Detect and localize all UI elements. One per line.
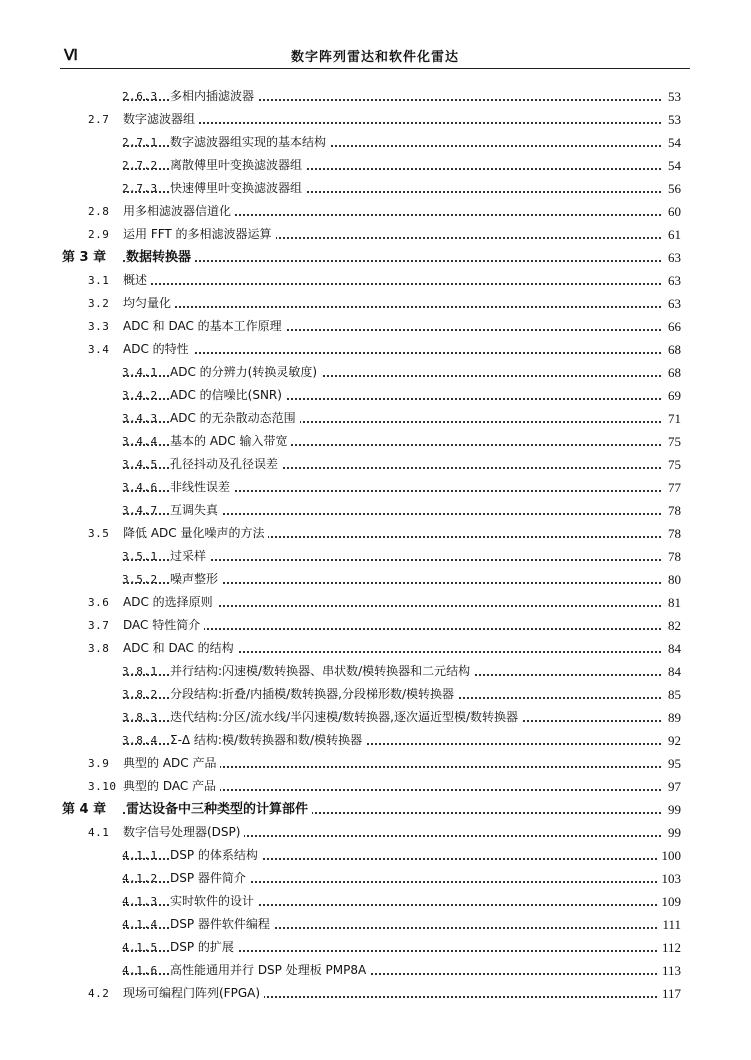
toc-entry-title: 雷达设备中三种类型的计算部件 [126,798,312,821]
toc-entry [0,936,751,959]
toc-entry-number: 2.9 [88,228,110,241]
toc-entry-number: 3.8 [88,642,110,655]
toc-entry [0,959,751,982]
toc-entry-title: 典型的 DAC 产品 [123,775,220,798]
toc-entry-title: 概述 [123,269,151,292]
toc-entry-page: 61 [664,223,681,246]
toc-entry [0,706,751,729]
toc-entry [0,614,751,637]
toc-entry-title: ADC 的信噪比(SNR) [170,384,286,407]
toc-entry-title: 均匀量化 [123,292,175,315]
toc-entry-number: 4.1.5 [122,941,158,954]
toc-entry-title: 噪声整形 [170,568,222,591]
toc-entry-title: DSP 器件软件编程 [170,913,274,936]
toc-entry-number: 3.9 [88,757,110,770]
toc-entry [0,131,751,154]
toc-entry [0,775,751,798]
toc-entry-page: 53 [664,108,681,131]
toc-entry-title: DSP 器件简介 [170,867,250,890]
toc-entry [0,591,751,614]
toc-entry-page: 63 [664,246,681,269]
toc-entry-number: 2.7.3 [122,182,158,195]
toc-entry-title: Σ-Δ 结构:模/数转换器和数/模转换器 [170,729,366,752]
toc-entry-number: 3.4.1 [122,366,158,379]
toc-entry-page: 78 [664,522,681,545]
toc-entry [0,522,751,545]
toc-entry-title: 数字滤波器组实现的基本结构 [170,131,330,154]
toc-entry-page: 109 [658,890,682,913]
toc-entry [0,223,751,246]
toc-entry [0,200,751,223]
toc-entry-page: 71 [664,407,681,430]
toc-entry [0,338,751,361]
toc-entry [0,568,751,591]
toc-entry-number: 3.1 [88,274,110,287]
toc-entry [0,729,751,752]
toc-entry-page: 100 [658,844,682,867]
toc-entry-number: 3.3 [88,320,110,333]
toc-entry-title: 分段结构:折叠/内插模/数转换器,分段梯形数/模转换器 [170,683,458,706]
toc-entry [0,637,751,660]
toc-entry-page: 63 [664,269,681,292]
toc-entry-page: 75 [664,430,681,453]
toc-entry-page: 66 [664,315,681,338]
toc-entry-number: 4.2 [88,987,110,1000]
toc-entry-number: 2.7 [88,113,110,126]
toc-entry-page: 117 [658,982,681,1005]
toc-entry [0,476,751,499]
toc-entry [0,499,751,522]
toc-entry-page: 53 [664,85,681,108]
toc-entry-title: DAC 特性简介 [123,614,204,637]
toc-entry [0,913,751,936]
toc-entry-page: 56 [664,177,681,200]
toc-entry-number: 4.1 [88,826,110,839]
toc-entry-number: 3.8.3 [122,711,158,724]
toc-entry-number: 3.5 [88,527,110,540]
toc-entry-title: ADC 的选择原则 [123,591,217,614]
toc-entry-page: 68 [664,338,681,361]
toc-entry [0,246,751,269]
toc-entry [0,177,751,200]
toc-entry [0,154,751,177]
toc-entry-number: 2.7.1 [122,136,158,149]
toc-entry-number: 2.7.2 [122,159,158,172]
dot-leader [123,283,661,285]
dot-leader [123,122,661,124]
book-title: 数字阵列雷达和软件化雷达 [290,50,459,65]
page-number: Ⅵ [64,48,78,64]
toc-entry [0,545,751,568]
toc-entry-page: 112 [658,936,681,959]
toc-entry-number: 4.1.3 [122,895,158,908]
toc-entry-number: 3.10 [88,780,117,793]
toc-entry-title: ADC 的无杂散动态范围 [170,407,300,430]
toc-entry [0,798,751,821]
toc-entry-number: 第 4 章 [62,802,107,817]
toc-entry-title: 降低 ADC 量化噪声的方法 [123,522,268,545]
toc-entry-number: 3.4.4 [122,435,158,448]
toc-entry-title: 迭代结构:分区/流水线/半闪速模/数转换器,逐次逼近型模/数转换器 [170,706,522,729]
toc-entry-title: 多相内插滤波器 [170,85,258,108]
toc-entry-page: 84 [664,637,681,660]
toc-entry [0,407,751,430]
toc-entry [0,844,751,867]
toc-entry [0,269,751,292]
running-header [60,38,690,69]
toc-entry-number: 3.5.2 [122,573,158,586]
toc-entry-page: 99 [664,798,681,821]
toc-entry [0,821,751,844]
toc-entry-page: 54 [664,131,681,154]
toc-entry [0,453,751,476]
toc-entry-page: 85 [664,683,681,706]
toc-entry-title: 孔径抖动及孔径误差 [170,453,282,476]
toc-entry-page: 63 [664,292,681,315]
toc-entry-title: 互调失真 [170,499,222,522]
toc-entry [0,292,751,315]
toc-entry-title: 数据转换器 [126,246,195,269]
toc-entry-number: 3.4.5 [122,458,158,471]
toc-entry [0,108,751,131]
toc-entry-page: 78 [664,499,681,522]
toc-entry-title: 基本的 ADC 输入带宽 [170,430,291,453]
toc-entry-page: 75 [664,453,681,476]
toc-entry-number: 4.1.4 [122,918,158,931]
toc-entry-number: 3.7 [88,619,110,632]
toc-entry-title: ADC 和 DAC 的基本工作原理 [123,315,286,338]
toc-entry-title: 数字信号处理器(DSP) [123,821,244,844]
toc-entry-page: 111 [658,913,681,936]
toc-entry-number: 3.5.1 [122,550,158,563]
toc-entry-title: 用多相滤波器信道化 [123,200,235,223]
toc-entry-page: 99 [664,821,681,844]
toc-entry [0,384,751,407]
toc-entry-page: 78 [664,545,681,568]
toc-entry-number: 4.1.1 [122,849,158,862]
toc-entry-title: 数字滤波器组 [123,108,199,131]
toc-entry [0,660,751,683]
toc-entry-number: 3.4.7 [122,504,158,517]
toc-entry-title: 运用 FFT 的多相滤波器运算 [123,223,276,246]
toc-entry [0,683,751,706]
toc-entry-number: 3.4.2 [122,389,158,402]
toc-entry-page: 60 [664,200,681,223]
toc-entry-page: 97 [664,775,681,798]
dot-leader [123,260,661,262]
toc-entry-number: 2.6.3 [122,90,158,103]
toc-entry-title: ADC 的特性 [123,338,193,361]
toc-entry-number: 3.4.6 [122,481,158,494]
toc-entry-page: 54 [664,154,681,177]
dot-leader [123,306,661,308]
table-of-contents [0,85,751,1005]
toc-entry-page: 68 [664,361,681,384]
toc-entry-number: 3.8.4 [122,734,158,747]
toc-entry-title: ADC 的分辨力(转换灵敏度) [170,361,321,384]
toc-entry-number: 2.8 [88,205,110,218]
toc-entry-number: 第 3 章 [62,250,107,265]
toc-entry [0,315,751,338]
toc-entry [0,867,751,890]
toc-entry [0,982,751,1005]
toc-entry-title: DSP 的体系结构 [170,844,262,867]
toc-entry-title: 离散傅里叶变换滤波器组 [170,154,306,177]
toc-entry-title: DSP 的扩展 [170,936,238,959]
toc-entry-title: 快速傅里叶变换滤波器组 [170,177,306,200]
toc-entry-page: 103 [658,867,682,890]
toc-entry-title: 现场可编程门阵列(FPGA) [123,982,264,1005]
toc-entry-title: 并行结构:闪速模/数转换器、串状数/模转换器和二元结构 [170,660,474,683]
toc-entry-number: 3.6 [88,596,110,609]
toc-entry-title: 典型的 ADC 产品 [123,752,220,775]
dot-leader [123,352,661,354]
toc-entry-title: 过采样 [170,545,210,568]
toc-entry-page: 89 [664,706,681,729]
toc-entry [0,430,751,453]
toc-entry-number: 3.8.2 [122,688,158,701]
toc-entry-page: 80 [664,568,681,591]
toc-entry-title: 非线性误差 [170,476,234,499]
toc-entry [0,85,751,108]
toc-entry-number: 3.8.1 [122,665,158,678]
toc-entry-page: 92 [664,729,681,752]
toc-entry-number: 3.4 [88,343,110,356]
toc-entry-page: 77 [664,476,681,499]
toc-entry-title: 高性能通用并行 DSP 处理板 PMP8A [170,959,370,982]
toc-entry-page: 84 [664,660,681,683]
toc-entry-page: 81 [664,591,681,614]
toc-entry-page: 82 [664,614,681,637]
toc-entry-page: 95 [664,752,681,775]
toc-entry [0,890,751,913]
toc-entry [0,361,751,384]
toc-entry-page: 113 [658,959,681,982]
toc-entry-number: 3.2 [88,297,110,310]
toc-entry-title: ADC 和 DAC 的结构 [123,637,238,660]
toc-entry-title: 实时软件的设计 [170,890,258,913]
toc-entry-number: 4.1.2 [122,872,158,885]
toc-entry [0,752,751,775]
toc-entry-number: 3.4.3 [122,412,158,425]
toc-entry-page: 69 [664,384,681,407]
toc-entry-number: 4.1.6 [122,964,158,977]
